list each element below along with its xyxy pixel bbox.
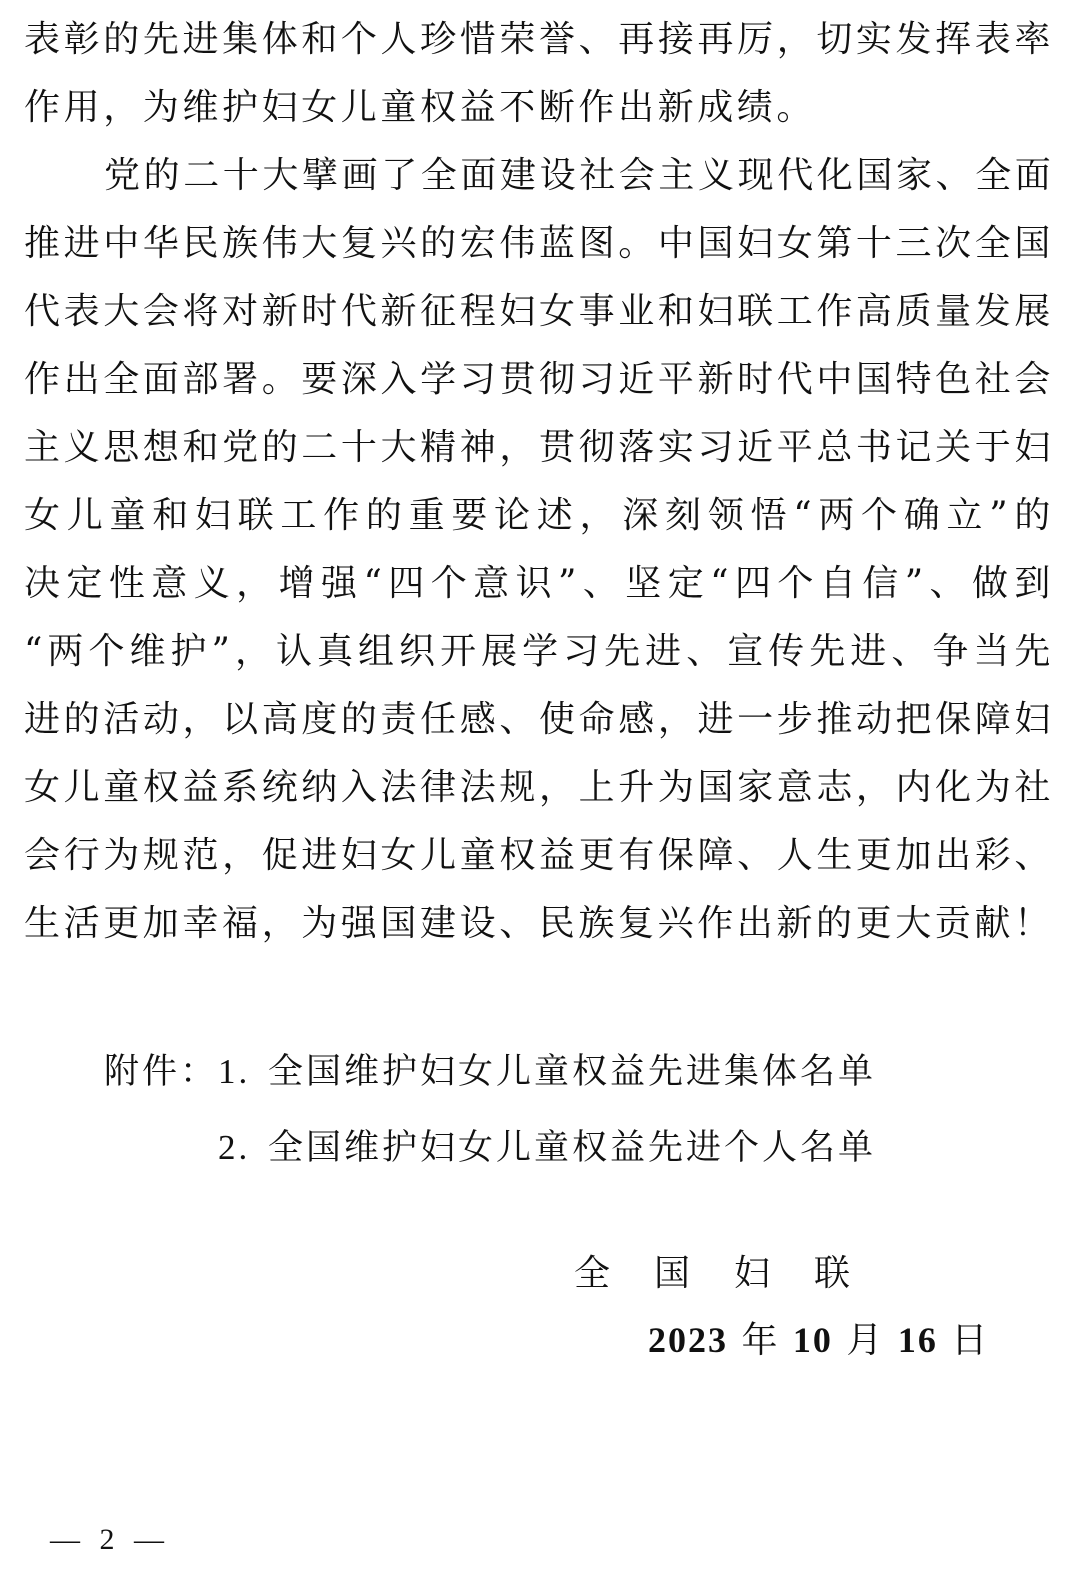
paragraph-line: 生活更加幸福，为强国建设、民族复兴作出新的更大贡献！ [24,903,1054,944]
paragraph-line: 决定性意义，增强“四个意识”、坚定“四个自信”、做到 [24,563,1054,604]
paragraph-line: 代表大会将对新时代新征程妇女事业和妇联工作高质量发展 [24,291,1054,332]
paragraph-line: 女儿童和妇联工作的重要论述，深刻领悟“两个确立”的 [24,495,1054,536]
paragraph-line: 作用，为维护妇女儿童权益不断作出新成绩。 [24,87,817,128]
attachment-item [104,1034,1004,1110]
paragraph-line: 女儿童权益系统纳入法律法规，上升为国家意志，内化为社 [24,767,1054,808]
attachment-title: 全国维护妇女儿童权益先进个人名单 [268,1128,877,1168]
paragraph-line: 会行为规范，促进妇女儿童权益更有保障、人生更加出彩、 [24,835,1054,876]
paragraph-line: 进的活动，以高度的责任感、使命感，进一步推动把保障妇 [24,699,1054,740]
paragraph-line: 作出全面部署。要深入学习贯彻习近平新时代中国特色社会 [24,359,1054,400]
date-month: 10 [792,1320,833,1360]
body-text [24,6,1054,958]
date-month-char: 月 [846,1320,885,1361]
date-year: 2023 [648,1320,728,1360]
paragraph-line: 党的二十大擘画了全面建设社会主义现代化国家、全面 [104,155,1055,196]
attachment-number: 1. [218,1052,251,1091]
paragraph-line: 主义思想和党的二十大精神，贯彻落实习近平总书记关于妇 [24,427,1054,468]
date-day: 16 [897,1320,938,1360]
attachment-item [104,1110,1004,1186]
page-number: — 2 — [50,1523,170,1556]
issue-date [648,1310,989,1371]
attachment-number: 2. [218,1128,251,1167]
paragraph-line: 表彰的先进集体和个人珍惜荣誉、再接再厉，切实发挥表率 [24,19,1054,60]
attachment-title: 全国维护妇女儿童权益先进集体名单 [268,1052,877,1092]
paragraph-line: “两个维护”，认真组织开展学习先进、宣传先进、争当先 [24,631,1054,672]
date-year-char: 年 [741,1320,780,1361]
paragraph-line: 推进中华民族伟大复兴的宏伟蓝图。中国妇女第十三次全国 [24,223,1054,264]
issuing-organization: 全国妇联 [574,1253,895,1294]
date-day-char: 日 [951,1320,990,1361]
attachments-label: 附件： [104,1052,219,1092]
attachments-block [104,1034,1004,1186]
